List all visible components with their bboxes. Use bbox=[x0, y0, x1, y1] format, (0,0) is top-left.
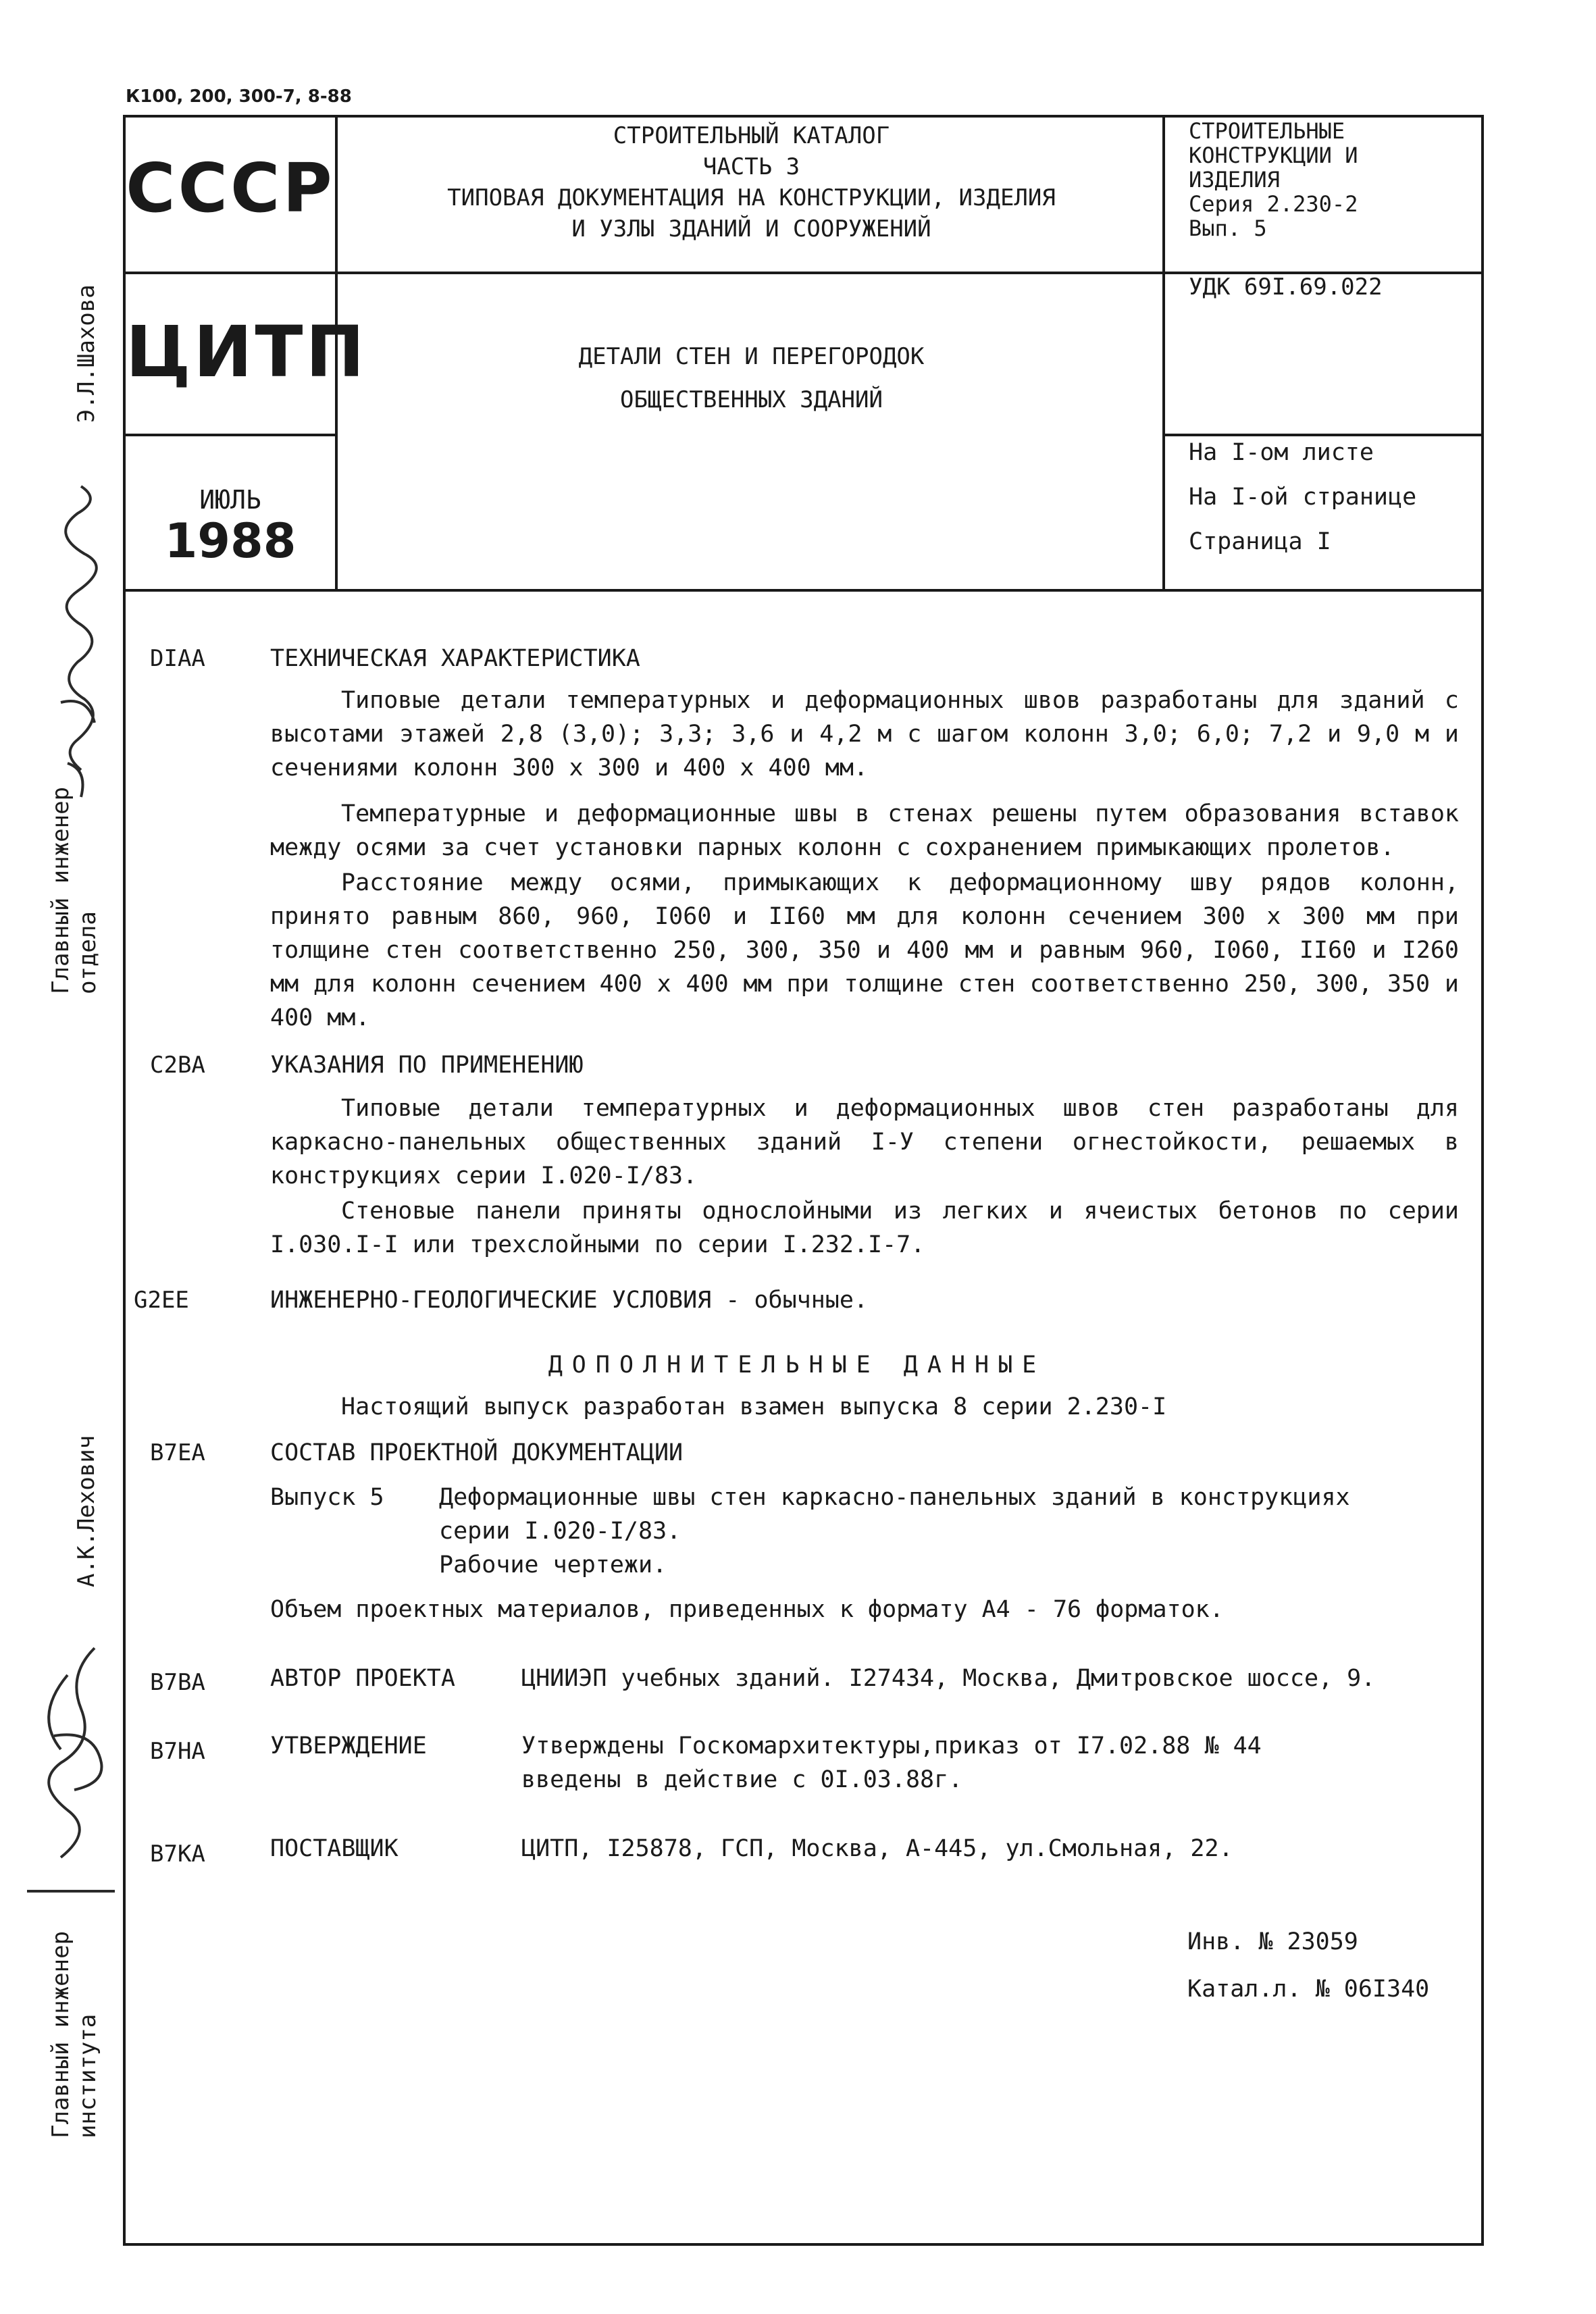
paragraph-tech-3: Расстояние между осями, примыкающих к деформационному шву рядов колонн, принято равным 860, 960, I060 и II60 мм для колонн сечением 300 х 300 мм при толщине стен соответственно 250, 300, 350 и 400 мм и равным 960, I060, II60 и I260 мм для колонн сечением 400 х 400 мм при толщине стен соответственно 250, 300, 350 и 400 мм. bbox=[270, 869, 1459, 1031]
margin-role-institute bbox=[47, 1931, 101, 2138]
supplier-value: ЦИТП, I25878, ГСП, Москва, А-445, ул.Смольная, 22. bbox=[521, 1835, 1233, 1862]
sheet-info: На I-ой странице bbox=[1189, 484, 1417, 511]
header-rule-2-right bbox=[1165, 434, 1484, 436]
document-title-line: ОБЩЕСТВЕННЫХ ЗДАНИЙ bbox=[620, 386, 883, 413]
geology-text: ИНЖЕНЕРНО-ГЕОЛОГИЧЕСКИЕ УСЛОВИЯ - обычные. bbox=[270, 1287, 869, 1314]
approval-value: Утверждены Госкомархитектуры,приказ от I7.02.88 № 44 bbox=[521, 1732, 1262, 1759]
series-box bbox=[1189, 119, 1472, 240]
margin-name-lekhovich: А.К.Лехович bbox=[73, 1435, 100, 1587]
inventory-number: Инв. № 23059 bbox=[1187, 1928, 1358, 1955]
series-line: СТРОИТЕЛЬНЫЕ bbox=[1189, 118, 1345, 144]
approval-label: УТВЕРЖДЕНИЕ bbox=[270, 1732, 427, 1759]
issue-line: Рабочие чертежи. bbox=[439, 1551, 667, 1578]
series-line: Серия 2.230-2 bbox=[1189, 191, 1358, 217]
issue-month: ИЮЛЬ bbox=[199, 485, 261, 515]
margin-role-line: института bbox=[74, 2013, 101, 2138]
section-code-b7ea: B7EA bbox=[150, 1439, 205, 1466]
author-value: ЦНИИЭП учебных зданий. I27434, Москва, Дмитровское шоссе, 9. bbox=[521, 1665, 1376, 1692]
catalog-line: И УЗЛЫ ЗДАНИЙ И СООРУЖЕНИЙ bbox=[571, 215, 931, 242]
section-code-b7ha: B7HA bbox=[150, 1738, 205, 1765]
signature-bottom-icon bbox=[20, 1635, 115, 1905]
section-title-tech: ТЕХНИЧЕСКАЯ ХАРАКТЕРИСТИКА bbox=[270, 645, 640, 672]
signature-top-icon bbox=[41, 473, 122, 851]
catalog-sheet-number: Катал.л. № 06I340 bbox=[1187, 1976, 1430, 2003]
section-title-usage: УКАЗАНИЯ ПО ПРИМЕНЕНИЮ bbox=[270, 1052, 584, 1079]
issue-line: Деформационные швы стен каркасно-панельных зданий в конструкциях bbox=[439, 1484, 1350, 1511]
approval-effective: введены в действие с 0I.03.88г. bbox=[521, 1766, 963, 1793]
volume-text: Объем проектных материалов, приведенных к формату А4 - 76 форматок. bbox=[270, 1596, 1224, 1623]
udk-code: УДК 69I.69.022 bbox=[1189, 274, 1383, 301]
section-code-g2ee: G2EE bbox=[134, 1287, 189, 1314]
series-line: Вып. 5 bbox=[1189, 215, 1267, 241]
catalog-header bbox=[338, 120, 1165, 245]
margin-role-line: Главный инженер bbox=[47, 1930, 74, 2138]
logo-citp: ЦИТП bbox=[126, 311, 367, 393]
supplier-label: ПОСТАВЩИК bbox=[270, 1835, 398, 1862]
author-label: АВТОР ПРОЕКТА bbox=[270, 1665, 455, 1692]
section-code-b7ba: B7BA bbox=[150, 1669, 205, 1696]
form-code: К100, 200, 300-7, 8-88 bbox=[126, 86, 352, 107]
paragraph-usage-2: Стеновые панели приняты однослойными из легких и ячеистых бетонов по серии I.030.I-I или трехслойными по серии I.232.I-7. bbox=[270, 1198, 1459, 1258]
catalog-line: СТРОИТЕЛЬНЫЙ КАТАЛОГ bbox=[613, 122, 890, 149]
catalog-line: ЧАСТЬ 3 bbox=[702, 153, 800, 180]
series-line: КОНСТРУКЦИИ И bbox=[1189, 143, 1358, 168]
replacement-note: Настоящий выпуск разработан взамен выпуска 8 серии 2.230-I bbox=[341, 1393, 1167, 1420]
section-code-b7ka: B7KA bbox=[150, 1841, 205, 1868]
issue-year: 1988 bbox=[164, 513, 297, 569]
issue-label: Выпуск 5 bbox=[270, 1484, 384, 1511]
paragraph-usage-1: Типовые детали температурных и деформационных швов стен разработаны для каркасно-панельных общественных зданий I-У степени огнестойкости, решаемых в конструкциях серии I.020-I/83. bbox=[270, 1095, 1459, 1189]
header-rule-3 bbox=[123, 589, 1484, 592]
document-title bbox=[338, 335, 1165, 421]
document-title-line: ДЕТАЛИ СТЕН И ПЕРЕГОРОДОК bbox=[578, 343, 925, 370]
issue-line: серии I.020-I/83. bbox=[439, 1518, 681, 1545]
header-rule-2-left bbox=[123, 434, 338, 436]
issue-description bbox=[439, 1481, 1350, 1582]
section-code-c2ba: C2BA bbox=[150, 1052, 205, 1079]
margin-role-line: Главный инженер bbox=[47, 786, 74, 994]
sheet-info: Страница I bbox=[1189, 528, 1331, 555]
section-title-composition: СОСТАВ ПРОЕКТНОЙ ДОКУМЕНТАЦИИ bbox=[270, 1439, 684, 1466]
margin-name-shakhova: Э.Л.Шахова bbox=[73, 284, 100, 423]
section-code-diaa: DIAA bbox=[150, 645, 205, 672]
sheet-info: На I-ом листе bbox=[1189, 439, 1374, 466]
paragraph-tech-2: Температурные и деформационные швы в стенах решены путем образования вставок между осями за счет установки парных колонн с сохранением примыкающих пролетов. bbox=[270, 800, 1459, 861]
paragraph-tech-1: Типовые детали температурных и деформационных швов разработаны для зданий с высотами этажей 2,8 (3,0); 3,3; 3,6 и 4,2 м с шагом колонн 3,0; 6,0; 7,2 и 9,0 м и сечениями колонн 300 х 300 и 400 х 400 мм. bbox=[270, 687, 1459, 781]
series-line: ИЗДЕЛИЯ bbox=[1189, 167, 1280, 192]
catalog-line: ТИПОВАЯ ДОКУМЕНТАЦИЯ НА КОНСТРУКЦИИ, ИЗДЕЛИЯ bbox=[447, 184, 1056, 211]
logo-sssr: СССР bbox=[126, 149, 335, 228]
margin-role-line: отдела bbox=[74, 911, 101, 994]
additional-data-title: ДОПОЛНИТЕЛЬНЫЕ ДАННЫЕ bbox=[548, 1352, 1046, 1379]
